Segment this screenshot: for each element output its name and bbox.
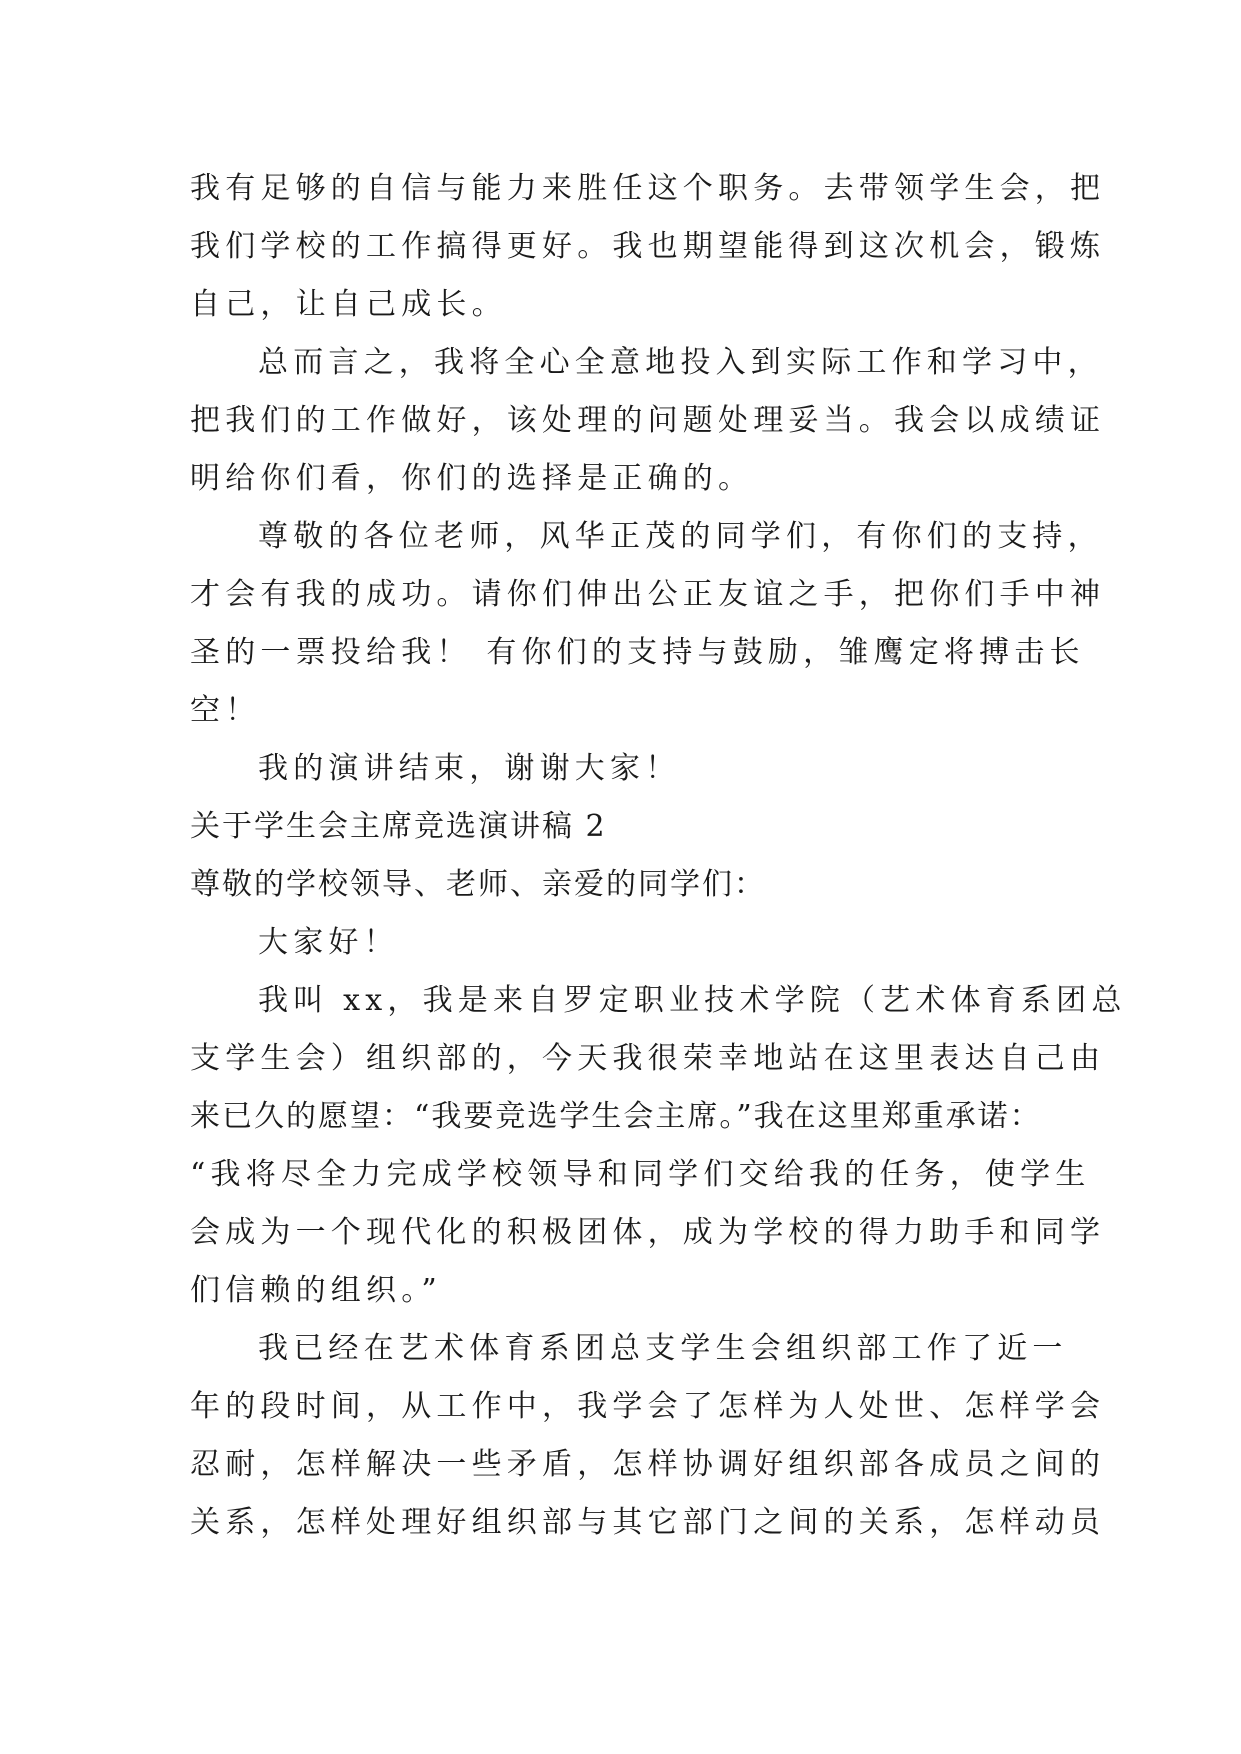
paragraph-line: 我们学校的工作搞得更好。我也期望能得到这次机会，锻炼 bbox=[190, 229, 1106, 264]
paragraph-line: 我已经在艺术体育系团总支学生会组织部工作了近一 bbox=[258, 1331, 1068, 1366]
paragraph-line: 我叫 xx，我是来自罗定职业技术学院（艺术体育系团总 bbox=[258, 983, 1127, 1018]
paragraph-line: 我有足够的自信与能力来胜任这个职务。去带领学生会，把 bbox=[190, 171, 1106, 206]
paragraph-line: 自己，让自己成长。 bbox=[190, 287, 507, 322]
paragraph-line: 来已久的愿望：“我要竞选学生会主席。”我在这里郑重承诺： bbox=[190, 1099, 1042, 1134]
paragraph-line: 关系，怎样处理好组织部与其它部门之间的关系，怎样动员 bbox=[190, 1505, 1106, 1540]
paragraph-line: 们信赖的组织。” bbox=[190, 1273, 442, 1308]
paragraph-line: “我将尽全力完成学校领导和同学们交给我的任务，使学生 bbox=[190, 1157, 1091, 1192]
paragraph-line: 年的段时间，从工作中，我学会了怎样为人处世、怎样学会 bbox=[190, 1389, 1106, 1424]
paragraph-line: 圣的一票投给我！ 有你们的支持与鼓励，雏鹰定将搏击长 bbox=[190, 635, 1085, 670]
paragraph-line: 会成为一个现代化的积极团体，成为学校的得力助手和同学 bbox=[190, 1215, 1106, 1250]
paragraph-line: 把我们的工作做好，该处理的问题处理妥当。我会以成绩证 bbox=[190, 403, 1106, 438]
document-page bbox=[190, 160, 1127, 1552]
paragraph-line: 才会有我的成功。请你们伸出公正友谊之手，把你们手中神 bbox=[190, 577, 1106, 612]
paragraph-line: 总而言之，我将全心全意地投入到实际工作和学习中， bbox=[258, 345, 1103, 380]
paragraph-line: 空！ bbox=[190, 693, 261, 728]
paragraph-line: 尊敬的各位老师，风华正茂的同学们，有你们的支持， bbox=[258, 519, 1103, 554]
paragraph-line: 支学生会）组织部的，今天我很荣幸地站在这里表达自己由 bbox=[190, 1041, 1106, 1076]
paragraph-line: 明给你们看，你们的选择是正确的。 bbox=[190, 461, 754, 496]
closing-line: 我的演讲结束，谢谢大家！ bbox=[258, 751, 681, 786]
greeting: 大家好！ bbox=[258, 925, 399, 960]
paragraph-line: 忍耐，怎样解决一些矛盾，怎样协调好组织部各成员之间的 bbox=[190, 1447, 1106, 1482]
salutation: 尊敬的学校领导、老师、亲爱的同学们： bbox=[190, 867, 766, 902]
section-title: 关于学生会主席竞选演讲稿 2 bbox=[190, 809, 607, 844]
